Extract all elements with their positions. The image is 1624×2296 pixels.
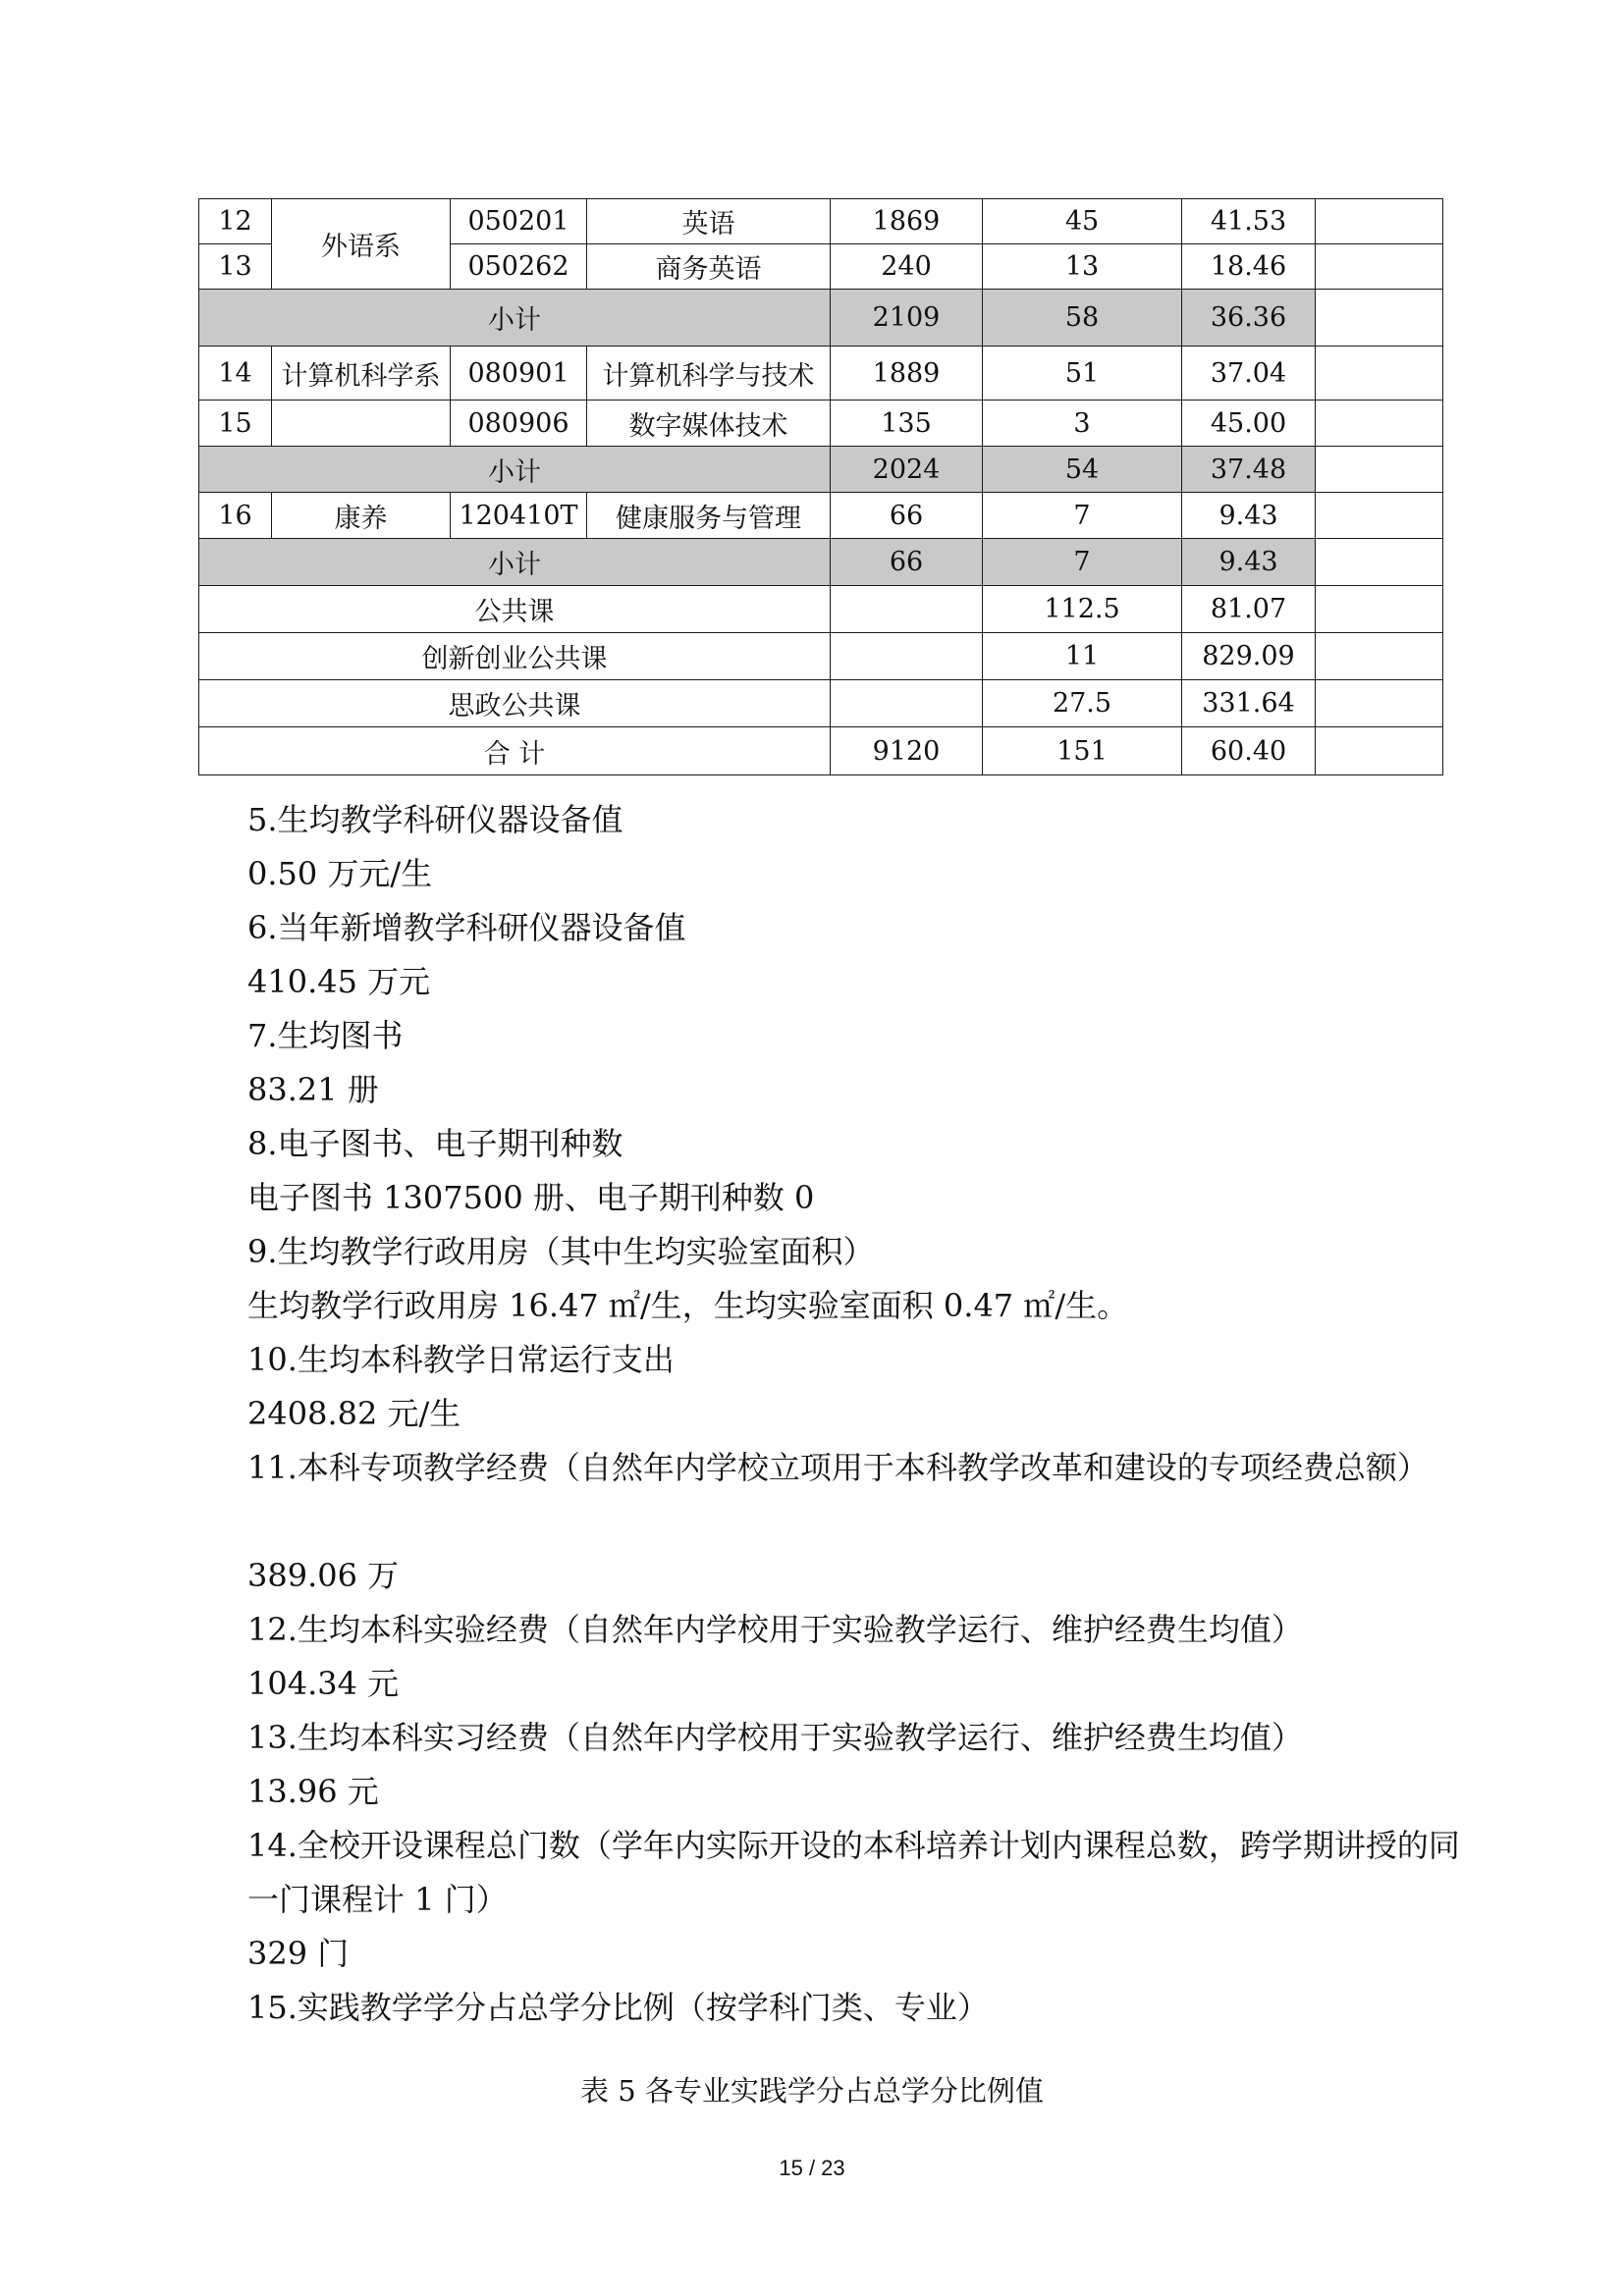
note-cell: [1316, 493, 1443, 539]
ratio-cell: 331.64: [1182, 680, 1316, 727]
item-heading: 9.生均教学行政用房（其中生均实验室面积）: [247, 1233, 875, 1270]
item-value: 329 门: [247, 1935, 350, 1972]
table-caption: 表 5 各专业实践学分占总学分比例值: [580, 2074, 1044, 2108]
total-credits: 66: [831, 493, 983, 539]
note-cell: [1316, 290, 1443, 347]
department-cell: 外语系: [272, 199, 451, 290]
practice-credits: 11: [983, 633, 1182, 680]
practice-credits: 112.5: [983, 586, 1182, 633]
total-row: [199, 727, 1443, 775]
practice-credits: 7: [983, 539, 1182, 586]
ratio-cell: 37.48: [1182, 447, 1316, 493]
practice-credits: 58: [983, 290, 1182, 347]
total-credits: 1869: [831, 199, 983, 244]
item-value: 410.45 万元: [247, 963, 431, 1000]
note-cell: [1316, 447, 1443, 493]
practice-credits: 3: [983, 400, 1182, 447]
practice-credits: 27.5: [983, 680, 1182, 727]
ratio-cell: 9.43: [1182, 539, 1316, 586]
item-value: 13.96 元: [247, 1773, 379, 1810]
practice-credits: 54: [983, 447, 1182, 493]
row-number: 14: [199, 347, 272, 400]
category-label: 公共课: [199, 586, 831, 633]
practice-credits: 7: [983, 493, 1182, 539]
major-name: 计算机科学与技术: [587, 347, 831, 400]
row-number: 16: [199, 493, 272, 539]
row-number: 12: [199, 199, 272, 244]
ratio-cell: 81.07: [1182, 586, 1316, 633]
major-code: 080906: [451, 400, 587, 447]
ratio-cell: 41.53: [1182, 199, 1316, 244]
item-heading: 13.生均本科实习经费（自然年内学校用于实验教学运行、维护经费生均值）: [247, 1719, 1303, 1756]
total-credits: 135: [831, 400, 983, 447]
table-row: [199, 680, 1443, 727]
subtotal-row: [199, 539, 1443, 586]
item-heading: 12.生均本科实验经费（自然年内学校用于实验教学运行、维护经费生均值）: [247, 1611, 1303, 1648]
ratio-cell: 60.40: [1182, 727, 1316, 775]
note-cell: [1316, 400, 1443, 447]
subtotal-row: [199, 447, 1443, 493]
item-heading: 14.全校开设课程总门数（学年内实际开设的本科培养计划内课程总数，跨学期讲授的同一门课程计 1 门）: [247, 1827, 1460, 1918]
item-heading: 10.生均本科教学日常运行支出: [247, 1341, 675, 1378]
subtotal-label: 小计: [199, 447, 831, 493]
major-code: 080901: [451, 347, 587, 400]
total-credits: [831, 680, 983, 727]
major-name: 健康服务与管理: [587, 493, 831, 539]
ratio-cell: 9.43: [1182, 493, 1316, 539]
item-heading: 6.当年新增教学科研仪器设备值: [247, 909, 686, 946]
note-cell: [1316, 244, 1443, 290]
practice-credits: 13: [983, 244, 1182, 290]
item-value: 电子图书 1307500 册、电子期刊种数 0: [247, 1179, 815, 1216]
item-value: 0.50 万元/生: [247, 855, 433, 892]
note-cell: [1316, 727, 1443, 775]
ratio-cell: 829.09: [1182, 633, 1316, 680]
department-cell: 康养: [272, 493, 451, 539]
item-value: 生均教学行政用房 16.47 ㎡/生，生均实验室面积 0.47 ㎡/生。: [247, 1287, 1129, 1324]
total-credits: 2109: [831, 290, 983, 347]
practice-credits: 151: [983, 727, 1182, 775]
row-number: 15: [199, 400, 272, 447]
note-cell: [1316, 680, 1443, 727]
department-cell: [272, 400, 451, 447]
major-name: 数字媒体技术: [587, 400, 831, 447]
note-cell: [1316, 633, 1443, 680]
note-cell: [1316, 586, 1443, 633]
item-heading: 7.生均图书: [247, 1017, 404, 1054]
ratio-cell: 37.04: [1182, 347, 1316, 400]
practice-credits: 45: [983, 199, 1182, 244]
major-code: 050201: [451, 199, 587, 244]
total-credits: 2024: [831, 447, 983, 493]
practice-credit-table: [198, 198, 1443, 775]
item-heading: 15.实践教学学分占总学分比例（按学科门类、专业）: [247, 1989, 989, 2026]
subtotal-row: [199, 290, 1443, 347]
item-heading: 11.本科专项教学经费（自然年内学校立项用于本科教学改革和建设的专项经费总额）: [247, 1449, 1429, 1486]
item-value: 389.06 万: [247, 1557, 400, 1594]
item-value: 2408.82 元/生: [247, 1395, 461, 1432]
note-cell: [1316, 539, 1443, 586]
page-number: 15 / 23: [779, 2156, 845, 2180]
total-credits: 9120: [831, 727, 983, 775]
major-name: 英语: [587, 199, 831, 244]
major-code: 120410T: [451, 493, 587, 539]
total-credits: [831, 586, 983, 633]
row-number: 13: [199, 244, 272, 290]
practice-credits: 51: [983, 347, 1182, 400]
ratio-cell: 36.36: [1182, 290, 1316, 347]
note-cell: [1316, 347, 1443, 400]
item-heading: 8.电子图书、电子期刊种数: [247, 1125, 623, 1162]
table-row: [199, 493, 1443, 539]
ratio-cell: 18.46: [1182, 244, 1316, 290]
total-credits: 66: [831, 539, 983, 586]
note-cell: [1316, 199, 1443, 244]
item-heading: 5.生均教学科研仪器设备值: [247, 801, 623, 838]
department-cell: 计算机科学系: [272, 347, 451, 400]
category-label: 思政公共课: [199, 680, 831, 727]
table-row: [199, 199, 1443, 244]
table-row: [199, 633, 1443, 680]
major-name: 商务英语: [587, 244, 831, 290]
total-credits: [831, 633, 983, 680]
item-value: 83.21 册: [247, 1071, 379, 1108]
subtotal-label: 小计: [199, 290, 831, 347]
total-credits: 1889: [831, 347, 983, 400]
major-code: 050262: [451, 244, 587, 290]
table-row: [199, 400, 1443, 447]
ratio-cell: 45.00: [1182, 400, 1316, 447]
total-label: 合 计: [199, 727, 831, 775]
category-label: 创新创业公共课: [199, 633, 831, 680]
subtotal-label: 小计: [199, 539, 831, 586]
item-value: 104.34 元: [247, 1665, 400, 1702]
table-row: [199, 586, 1443, 633]
table-row: [199, 347, 1443, 400]
total-credits: 240: [831, 244, 983, 290]
